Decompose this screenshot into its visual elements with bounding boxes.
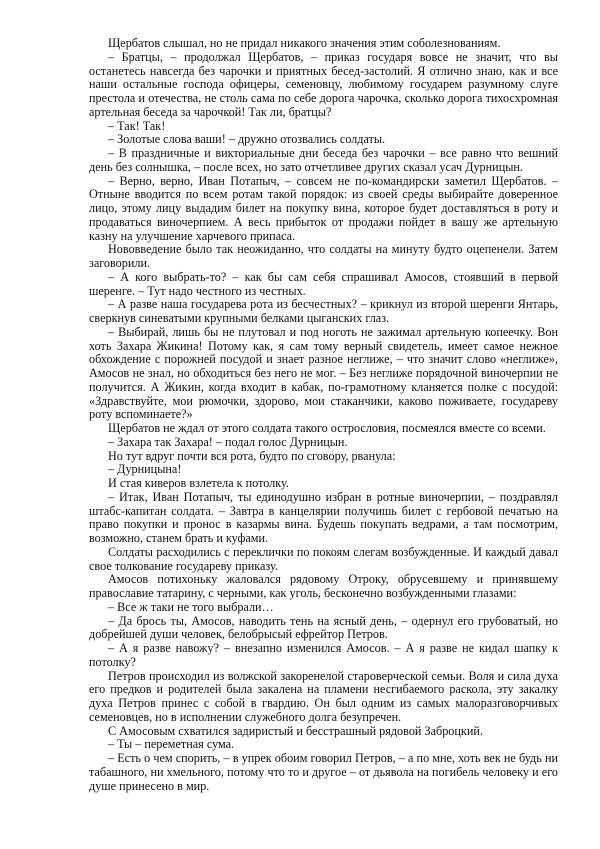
paragraph: С Амосовым схватился задиристый и бесстрашный рядовой Заброцкий. — [108, 723, 483, 738]
paragraph: – Есть о чем спорить, – в упрек обоим говорил Петров, – а по мне, хоть век не будь ни табашного, ни хмельного, потому что то и другое – от дьявола на погибель человеку и его душе принесено в мир. — [89, 751, 558, 793]
paragraph: – Да брось ты, Амосов, наводить тень на ясный день, – одернул его грубоватый, но добрейшей души человек, белобрысый ефрейтор Петров. — [89, 613, 558, 642]
paragraph: – В праздничные и викториальные дни беседа без чарочки – все равно что вешний день без солнышка, – после всех, но зато отчетливее других сказал усач Дурницын. — [89, 146, 558, 174]
paragraph: – А кого выбрать-то? – как бы сам себя спрашивал Амосов, стоявший в первой шеренге. – Тут надо честного из честных. — [89, 269, 558, 298]
paragraph: Амосов потихоньку жаловался рядовому Отроку, обрусевшему и принявшему православие татарину, с черными, как уголь, бесконечно возбужденными глазами: — [89, 572, 558, 600]
book-page — [89, 37, 558, 793]
paragraph: Петров происходил из волжской закоренелой староверческой семьи. Воля и сила духа его предков и родителей была закалена на пламени несгибаемого раскола, эту закалку духа Петров принес с собой в гвардию. Он был одним из самых малоразговорчивых семеновцев, но в исполнении служебного долга безупречен. — [89, 668, 558, 724]
paragraph: Щербатов слышал, но не придал никакого значения этим соболезнованиям. — [108, 36, 501, 50]
paragraph: – Дурницына! — [108, 462, 182, 477]
paragraph: – Так! Так! — [108, 118, 166, 133]
paragraph: И стая киверов взлетела к потолку. — [108, 476, 289, 490]
paragraph: – А я разве навожу? – внезапно изменился Амосов. – А я разве не кидал шапку к потолку? — [89, 641, 558, 669]
paragraph: – Захара так Захара! – подал голос Дурницын. — [108, 434, 348, 449]
paragraph: – Золотые слова ваши! – дружно отозвались солдаты. — [108, 132, 386, 147]
paragraph: – Итак, Иван Потапыч, ты единодушно избран в ротные виночерпии, – поздравлял штабс-капитан солдата. – Завтра в канцелярии получишь билет с гербовой печатью на право покупки и пронос в казармы вина. Будешь покупать ведрами, а там посмотрим, возможно, станем брать и куфами. — [89, 489, 558, 545]
paragraph: – Ты – переметная сума. — [108, 737, 235, 752]
paragraph: – Выбирай, лишь бы не плутовал и под ноготь не зажимал артельную копеечку. Вон хоть Захара Жикина! Потому как, я сам тому верный свидетель, имеет самое нежное обхождение с порожней посудой и знает разное неглиже, – что значит слово «неглиже», Амосов не знал, но обходиться без него не мог. – Без неглиже порядочной виночерпии не получится. А Жикин, когда входит в кабак, по-грамотному кланяется полке с посудой: «Здравствуйте, мои рюмочки, здорово, мои стаканчики, каково поживаете, государеву роту вспоминаете?» — [89, 324, 558, 422]
paragraph: – Верно, верно, Иван Потапыч, – совсем не по-командирски заметил Щербатов. – Отныне вводится по всем ротам такой порядок: из своей среды выбирайте доверенное лицо, этому лицу выдадим билет на покупку вина, которое будет доставляться в роту и продаваться виночерпием. А весь прибыток от продажи пойдет в вашу же артельную казну на улучшение харчевого припаса. — [89, 173, 558, 243]
paragraph: – Братцы, – продолжал Щербатов, – приказ государя вовсе не значит, что вы останетесь навсегда без чарочки и приятных бесед-застолий. Я отлично знаю, как и все наши остальные господа офицеры, семеновцу, любимому государем разумному слуге престола и отечества, не столь сама по себе дорога чарочка, сколько дорога тихосхромная артельная беседа за чарочкой! Так ли, братцы? — [89, 49, 558, 119]
paragraph: – Все ж таки не того выбрали… — [108, 599, 274, 614]
paragraph: Но тут вдруг почти вся рота, будто по сговору, рванула: — [108, 448, 396, 463]
paragraph: Щербатов не ждал от этого солдата такого остpословия, посмеялся вместе со всеми. — [108, 421, 546, 435]
paragraph: Нововведение было так неожиданно, что солдаты на минуту будто оцепенели. Затем заговорили. — [89, 242, 558, 270]
paragraph: – А разве наша государева рота из бесчестных? – крикнул из второй шеренги Янтарь, сверкнув синеватыми крупными белками цыганских глаз. — [89, 297, 558, 325]
paragraph: Солдаты расходились с переклички по покоям слегам возбужденные. И каждый давал свое толкование государеву приказу. — [89, 544, 558, 573]
